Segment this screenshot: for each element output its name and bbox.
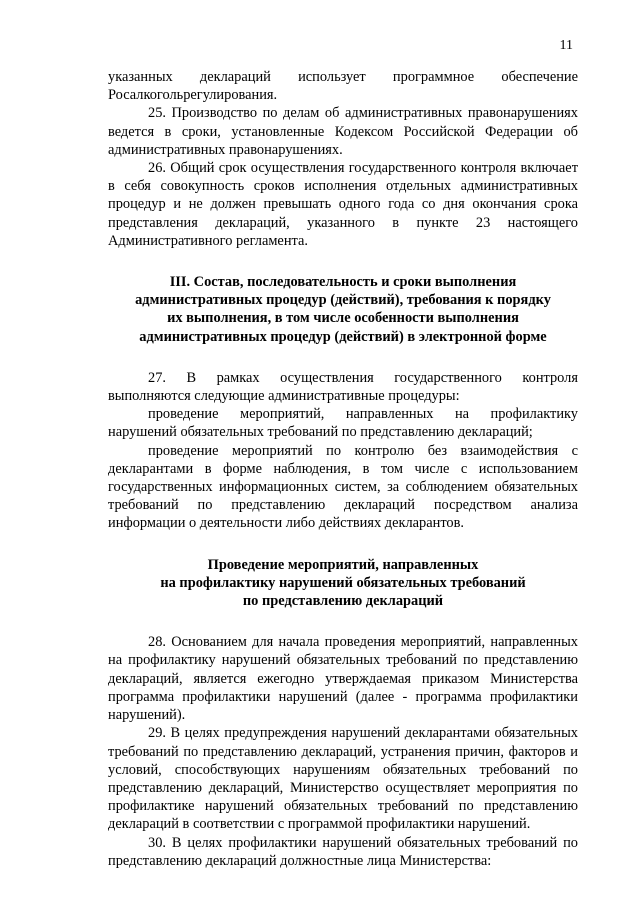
prevention-heading-line: на профилактику нарушений обязательных требований bbox=[160, 574, 526, 591]
paragraph-28: 28. Основанием для начала проведения мероприятий, направленных на профилактику нарушений обязательных требований по представлению деклараций, является ежегодно утверждаемая приказом Министерства программа профилактики нарушений (далее - программа профилактики нарушений). bbox=[108, 634, 578, 724]
prevention-heading-line: по представлению деклараций bbox=[242, 593, 444, 610]
paragraph-26: 26. Общий срок осуществления государственного контроля включает в себя совокупность сроков исполнения отдельных административных процедур и не должен превышать одного года со дня окончания срока представления деклараций, указанного в пункте 23 настоящего Административного регламента. bbox=[108, 160, 578, 249]
document-body bbox=[108, 68, 578, 870]
paragraph-25: 25. Производство по делам об административных правонарушениях ведется в сроки, установленные Кодексом Российской Федерации об административных правонарушениях. bbox=[108, 105, 578, 158]
paragraph-29: 29. В целях предупреждения нарушений декларантами обязательных требований по представлению деклараций, устранения причин, факторов и условий, способствующих нарушениям обязательных требований по представлению деклараций, Министерство осуществляет мероприятия по профилактике нарушений обязательных требований по представлению деклараций в соответствии с программой профилактики нарушений. bbox=[108, 725, 578, 833]
section-3-heading-line: административных процедур (действий), требования к порядку bbox=[135, 292, 551, 309]
prevention-heading bbox=[108, 556, 578, 611]
section-3-heading-line: административных процедур (действий) в электронной форме bbox=[139, 328, 547, 345]
paragraph-27-item-1: проведение мероприятий, направленных на профилактику нарушений обязательных требований по представлению деклараций; bbox=[108, 406, 578, 441]
section-3-heading bbox=[108, 273, 578, 346]
section-3-heading-line: их выполнения, в том числе особенности выполнения bbox=[167, 310, 519, 327]
paragraph-27-item-2: проведение мероприятий по контролю без взаимодействия с декларантами в форме наблюдения, в том числе с использованием государственных информационных систем, за соблюдением обязательных требований по представлению деклараций посредством анализа информации о деятельности либо действиях декларантов. bbox=[108, 442, 578, 532]
paragraph-27: 27. В рамках осуществления государственного контроля выполняются следующие административные процедуры: bbox=[108, 369, 578, 405]
prevention-heading-line: Проведение мероприятий, направленных bbox=[207, 556, 479, 573]
section-3-heading-line: III. Состав, последовательность и сроки выполнения bbox=[169, 274, 517, 291]
page-number: 11 bbox=[559, 38, 573, 53]
paragraph-24-continuation: указанных деклараций использует программное обеспечение Росалкогольрегулирования. bbox=[108, 69, 578, 104]
paragraph-30: 30. В целях профилактики нарушений обязательных требований по представлению деклараций должностные лица Министерства: bbox=[108, 834, 578, 869]
